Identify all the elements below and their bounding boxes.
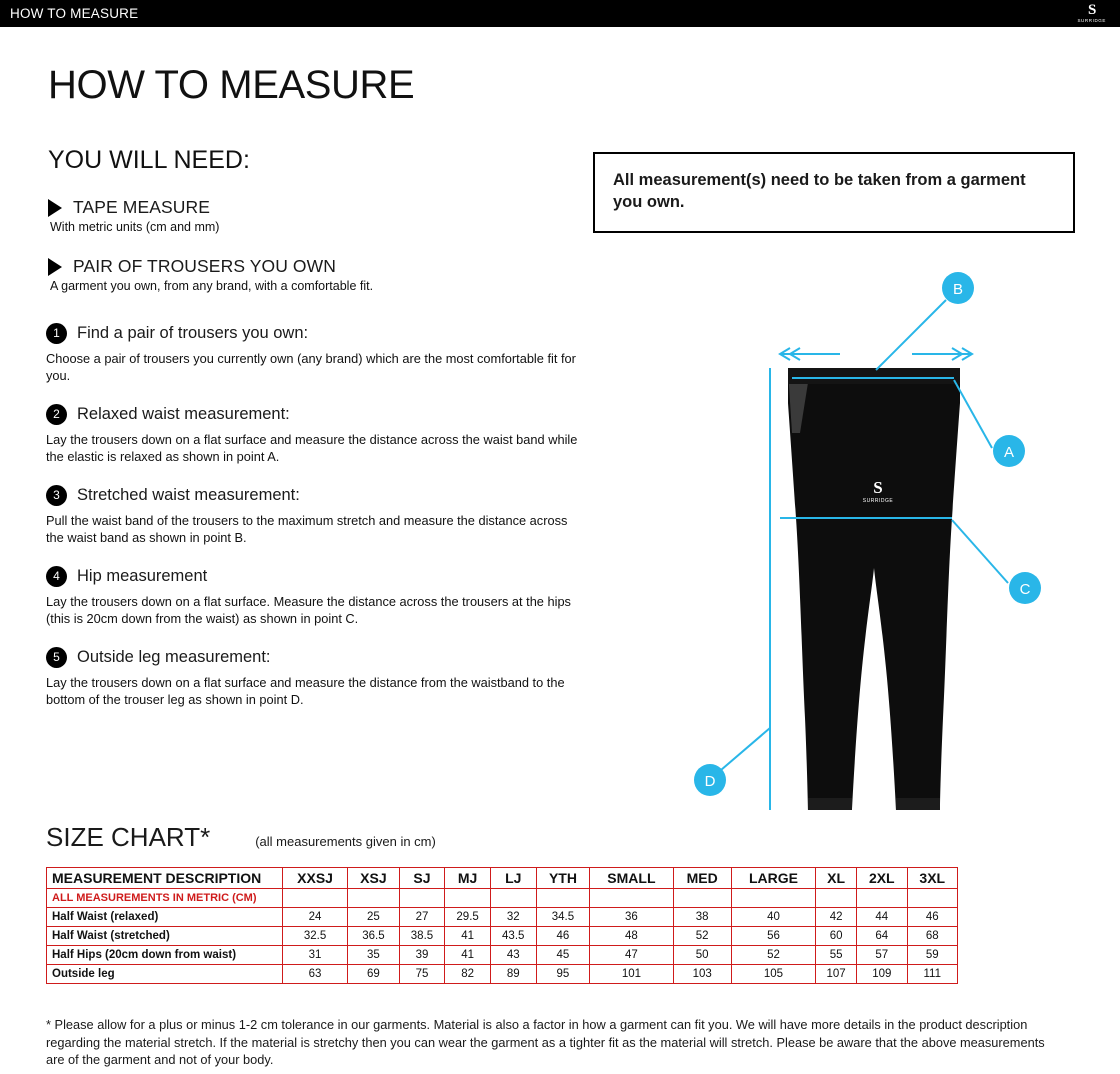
cell: 24 xyxy=(283,908,348,927)
cell: 43 xyxy=(490,946,536,965)
step-number-badge: 2 xyxy=(46,404,67,425)
step-number-badge: 4 xyxy=(46,566,67,587)
col-sj: SJ xyxy=(399,868,445,889)
cell: 47 xyxy=(590,946,673,965)
need-item-title: PAIR OF TROUSERS YOU OWN xyxy=(73,256,336,276)
cell: 75 xyxy=(399,965,445,984)
cell: 56 xyxy=(731,927,815,946)
step-title: Outside leg measurement: xyxy=(77,648,271,667)
table-row xyxy=(47,946,958,965)
left-column xyxy=(46,108,586,708)
leader-b xyxy=(876,300,946,370)
step-number-badge: 1 xyxy=(46,323,67,344)
metric-cell xyxy=(445,889,491,908)
col-2xl: 2XL xyxy=(857,868,907,889)
you-will-need-heading: YOU WILL NEED: xyxy=(48,146,250,174)
cell: 25 xyxy=(348,908,400,927)
cell: 41 xyxy=(445,927,491,946)
cell: 27 xyxy=(399,908,445,927)
metric-cell xyxy=(490,889,536,908)
cell: 95 xyxy=(536,965,590,984)
metric-cell xyxy=(816,889,857,908)
cell: 103 xyxy=(673,965,731,984)
col-med: MED xyxy=(673,868,731,889)
trouser-measurement-diagram xyxy=(640,258,1080,838)
step-2 xyxy=(46,404,586,465)
leader-c xyxy=(952,520,1008,583)
need-item-sub: A garment you own, from any brand, with a comfortable fit. xyxy=(50,279,374,293)
step-body: Choose a pair of trousers you currently own (any brand) which are the most comfortable fit for you. xyxy=(46,351,576,384)
cell: 101 xyxy=(590,965,673,984)
row-label: Half Waist (stretched) xyxy=(47,927,283,946)
cell: 109 xyxy=(857,965,907,984)
cell: 63 xyxy=(283,965,348,984)
size-chart-title: SIZE CHART* xyxy=(46,822,211,852)
cell: 52 xyxy=(673,927,731,946)
cell: 68 xyxy=(907,927,958,946)
cell: 34.5 xyxy=(536,908,590,927)
cell: 60 xyxy=(816,927,857,946)
need-item-tape-measure xyxy=(46,197,586,234)
metric-cell xyxy=(399,889,445,908)
cell: 69 xyxy=(348,965,400,984)
trouser-logo-mark: S xyxy=(873,478,883,497)
bubble-a-label: A xyxy=(1003,444,1015,461)
trouser-cuff-right xyxy=(896,798,940,810)
size-chart-section xyxy=(46,822,1076,984)
step-title: Relaxed waist measurement: xyxy=(77,405,290,424)
cell: 36.5 xyxy=(348,927,400,946)
step-body: Pull the waist band of the trousers to the maximum stretch and measure the distance across the waist band as shown in point B. xyxy=(46,513,568,546)
step-1 xyxy=(46,323,586,384)
col-measurement-description: MEASUREMENT DESCRIPTION xyxy=(47,868,283,889)
cell: 64 xyxy=(857,927,907,946)
col-xsj: XSJ xyxy=(348,868,400,889)
need-item-trousers xyxy=(46,256,586,293)
brand-logo xyxy=(1077,3,1112,24)
triangle-bullet-icon xyxy=(48,258,62,276)
cell: 32 xyxy=(490,908,536,927)
col-3xl: 3XL xyxy=(907,868,958,889)
top-bar xyxy=(0,0,1120,27)
cell: 107 xyxy=(816,965,857,984)
cell: 35 xyxy=(348,946,400,965)
step-title: Stretched waist measurement: xyxy=(77,486,300,505)
page-title: HOW TO MEASURE xyxy=(48,63,415,107)
col-lj: LJ xyxy=(490,868,536,889)
metric-cell xyxy=(536,889,590,908)
bubble-b-label: B xyxy=(952,281,964,298)
cell: 43.5 xyxy=(490,927,536,946)
cell: 52 xyxy=(731,946,815,965)
col-xl: XL xyxy=(816,868,857,889)
step-number-badge: 5 xyxy=(46,647,67,668)
cell: 57 xyxy=(857,946,907,965)
metric-note-label: ALL MEASUREMENTS IN METRIC (CM) xyxy=(47,889,283,908)
top-bar-title: HOW TO MEASURE xyxy=(10,6,139,21)
trouser-illustration xyxy=(788,368,960,810)
cell: 105 xyxy=(731,965,815,984)
callout-box: All measurement(s) need to be taken from a garment you own. xyxy=(593,152,1075,233)
col-yth: YTH xyxy=(536,868,590,889)
cell: 44 xyxy=(857,908,907,927)
bubble-d-label: D xyxy=(704,773,716,790)
step-number-badge: 3 xyxy=(46,485,67,506)
cell: 89 xyxy=(490,965,536,984)
leader-d xyxy=(714,728,770,776)
table-row xyxy=(47,927,958,946)
table-row-metric-note xyxy=(47,889,958,908)
cell: 46 xyxy=(907,908,958,927)
metric-cell xyxy=(731,889,815,908)
size-chart-table xyxy=(46,867,958,984)
cell: 32.5 xyxy=(283,927,348,946)
footnote-text: * Please allow for a plus or minus 1-2 cm tolerance in our garments. Material is also a factor in how a garment can fit you. We will have more details in the product description regarding the material stretch. If the material is stretchy then you can wear the garment as a tighter fit as the material will stretch. Please be aware that the above measurements are of the garment and not of your body. xyxy=(46,1017,1045,1068)
cell: 48 xyxy=(590,927,673,946)
need-item-title: TAPE MEASURE xyxy=(73,197,211,217)
cell: 38 xyxy=(673,908,731,927)
triangle-bullet-icon xyxy=(48,199,62,217)
step-4 xyxy=(46,566,586,627)
cell: 38.5 xyxy=(399,927,445,946)
step-title: Find a pair of trousers you own: xyxy=(77,324,309,342)
cell: 29.5 xyxy=(445,908,491,927)
cell: 31 xyxy=(283,946,348,965)
row-label: Half Hips (20cm down from waist) xyxy=(47,946,283,965)
trouser-shape xyxy=(788,368,960,810)
col-small: SMALL xyxy=(590,868,673,889)
cell: 50 xyxy=(673,946,731,965)
cell: 111 xyxy=(907,965,958,984)
metric-cell xyxy=(673,889,731,908)
trouser-waistband xyxy=(788,368,960,384)
table-header-row xyxy=(47,868,958,889)
cell: 59 xyxy=(907,946,958,965)
trouser-cuff-left xyxy=(808,798,852,810)
metric-cell xyxy=(283,889,348,908)
brand-mark-icon: S xyxy=(1088,2,1096,19)
cell: 40 xyxy=(731,908,815,927)
cell: 39 xyxy=(399,946,445,965)
step-title: Hip measurement xyxy=(77,567,208,586)
table-row xyxy=(47,965,958,984)
cell: 82 xyxy=(445,965,491,984)
metric-cell xyxy=(590,889,673,908)
row-label: Half Waist (relaxed) xyxy=(47,908,283,927)
cell: 42 xyxy=(816,908,857,927)
leader-a xyxy=(954,380,992,448)
step-body: Lay the trousers down on a flat surface and measure the distance from the waistband to the bottom of the trouser leg as shown in point D. xyxy=(46,675,565,708)
cell: 41 xyxy=(445,946,491,965)
trouser-logo-name: SURRIDGE xyxy=(862,498,894,504)
metric-cell xyxy=(907,889,958,908)
col-large: LARGE xyxy=(731,868,815,889)
step-5 xyxy=(46,647,586,708)
table-row xyxy=(47,908,958,927)
cell: 46 xyxy=(536,927,590,946)
metric-cell xyxy=(857,889,907,908)
brand-name-label: SURRIDGE xyxy=(1077,18,1106,24)
need-item-sub: With metric units (cm and mm) xyxy=(50,220,220,234)
row-label: Outside leg xyxy=(47,965,283,984)
size-chart-note: (all measurements given in cm) xyxy=(255,834,436,849)
diagram-svg xyxy=(640,258,1080,838)
step-body: Lay the trousers down on a flat surface. Measure the distance across the trousers at the hips (this is 20cm down from the waist) as shown in point C. xyxy=(46,594,571,627)
cell: 55 xyxy=(816,946,857,965)
cell: 36 xyxy=(590,908,673,927)
col-mj: MJ xyxy=(445,868,491,889)
step-body: Lay the trousers down on a flat surface and measure the distance across the waist band while the elastic is relaxed as shown in point A. xyxy=(46,432,578,465)
bubble-c-label: C xyxy=(1019,581,1031,598)
step-3 xyxy=(46,485,586,546)
cell: 45 xyxy=(536,946,590,965)
col-xxsj: XXSJ xyxy=(283,868,348,889)
metric-cell xyxy=(348,889,400,908)
